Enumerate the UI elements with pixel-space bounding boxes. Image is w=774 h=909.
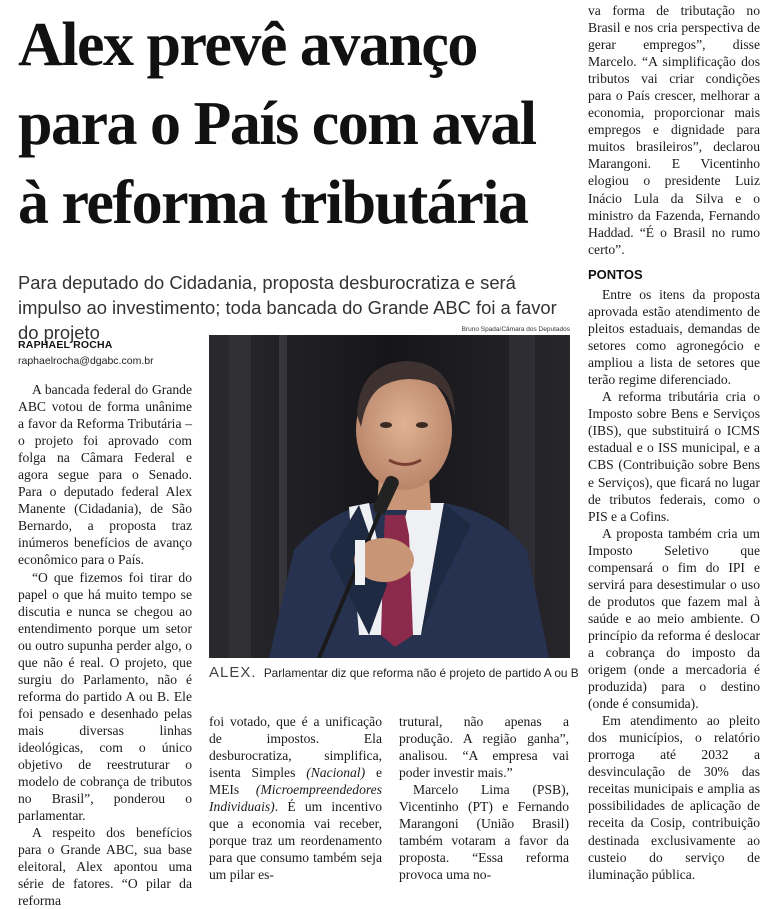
- column-4-bottom: [588, 286, 760, 883]
- paragraph: “O que fizemos foi tirar do papel o que há muito tempo se discutia e nunca se chegou ao entendimento porque um setor ou outro supunha perder algo, o que não é real. O projeto, que surgiu do Parlamento, não é reforma do partido A ou B. Ele foi pensado e desenhado pelas mais diversas linhas ideológicas, com o único objetivo de reestruturar o modelo de cobrança de tributos no Brasil”, ponderou o parlamentar.: [18, 569, 192, 824]
- photo-credit: Bruno Spada/Câmara dos Deputados: [461, 326, 570, 333]
- headline-line-3: à reforma tributária: [18, 169, 528, 237]
- photo-illustration: [209, 335, 570, 658]
- italic-run: (Microempreendedores Individuais): [209, 782, 382, 815]
- subheadline: Para deputado do Cidadania, proposta desburocratiza e será impulso ao investimento; toda bancada do Grande ABC foi a favor do projeto: [18, 272, 557, 343]
- paragraph: [209, 713, 382, 883]
- italic-run: (Nacional): [306, 765, 366, 781]
- paragraph: A proposta também cria um Imposto Seletivo que compensará o fim do IPI e servirá para desestimular o uso de produtos que fazem mal à saúde e ao meio ambiente. O princípio da reforma é deslocar a cobrança do imposto da origem (onde a mercadoria é produzida) para o destino (onde é consumida).: [588, 525, 760, 712]
- paragraph: Entre os itens da proposta aprovada estão atendimento de pleitos estaduais, demandas de setores como agronegócio e ampliou a lista de setores que terão regime diferenciado.: [588, 287, 760, 388]
- paragraph: A reforma tributária cria o Imposto sobre Bens e Serviços (IBS), que substituirá o ICMS estadual e o ISS municipal, e a CBS (Contribuição sobre Bens e Serviços), que ficará no lugar de tributos federais, como o PIS e a Cofins.: [588, 389, 760, 524]
- text-run: . É um incentivo que a economia vai receber, porque traz um reordenamento para que consumo também seja um pilar es-: [209, 799, 382, 883]
- text-run: e MEIs: [209, 765, 382, 798]
- caption-lead: ALEX.: [209, 664, 257, 681]
- paragraph: A respeito dos benefícios para o Grande ABC, sua base eleitoral, Alex apontou uma série de fatores. “O pilar da reforma: [18, 825, 192, 909]
- author-email: raphaelrocha@dgabc.com.br: [18, 355, 154, 367]
- author-byline: RAPHAEL ROCHA: [18, 339, 113, 351]
- headline-line-1: Alex prevê avanço: [18, 11, 477, 79]
- paragraph: Marcelo Lima (PSB), Vicentinho (PT) e Fernando Marangoni (União Brasil) também votaram a favor da proposta. “Essa reforma provoca uma no-: [399, 782, 569, 883]
- paragraph: Em atendimento ao pleito dos municípios, o relatório prorroga até 2032 a desvinculação de 30% das receitas municipais e amplia as possibilidades de aplicação de receita da Cosip, contribuição destinada exclusivamente ao custeio do serviço de iluminação pública.: [588, 713, 760, 882]
- column-2: [209, 713, 382, 883]
- column-4-top: [588, 2, 760, 258]
- text-run: foi votado, que é a unificação de impostos. Ela desburocratiza, simplifica, isenta Simples: [209, 714, 382, 781]
- photo-caption: [209, 664, 579, 681]
- column-3: [399, 713, 569, 883]
- caption-text: Parlamentar diz que reforma não é projeto de partido A ou B: [263, 666, 579, 680]
- headline-line-2: para o País com aval: [18, 90, 536, 158]
- section-title: PONTOS: [588, 267, 643, 282]
- photo-deputy-speaking: [209, 335, 570, 658]
- paragraph: trutural, não apenas a produção. A região ganha”, analisou. “A empresa vai poder investir mais.”: [399, 714, 569, 781]
- headline: [18, 6, 568, 243]
- column-1: [18, 381, 192, 909]
- paragraph: A bancada federal do Grande ABC votou de forma unânime a favor da Reforma Tributária – o projeto foi aprovado com folga na Câmara Federal e agora segue para o Senado. Para o deputado federal Alex Manente (Cidadania), de São Bernardo, a proposta traz inúmeros benefícios de avanço econômico para o País.: [18, 382, 192, 568]
- paragraph: va forma de tributação no Brasil e nos cria perspectiva de gerar empregos”, disse Marcelo. “A simplificação dos tributos vai criar condições para o País crescer, melhorar a economia, proporcionar mais empregos e dignidade para muitos brasileiros”, declarou Marangoni. E Vicentinho elogiou o presidente Luiz Inácio Lula da Silva e o ministro da Fazenda, Fernando Haddad. “É o Brasil no rumo certo”.: [588, 3, 760, 257]
